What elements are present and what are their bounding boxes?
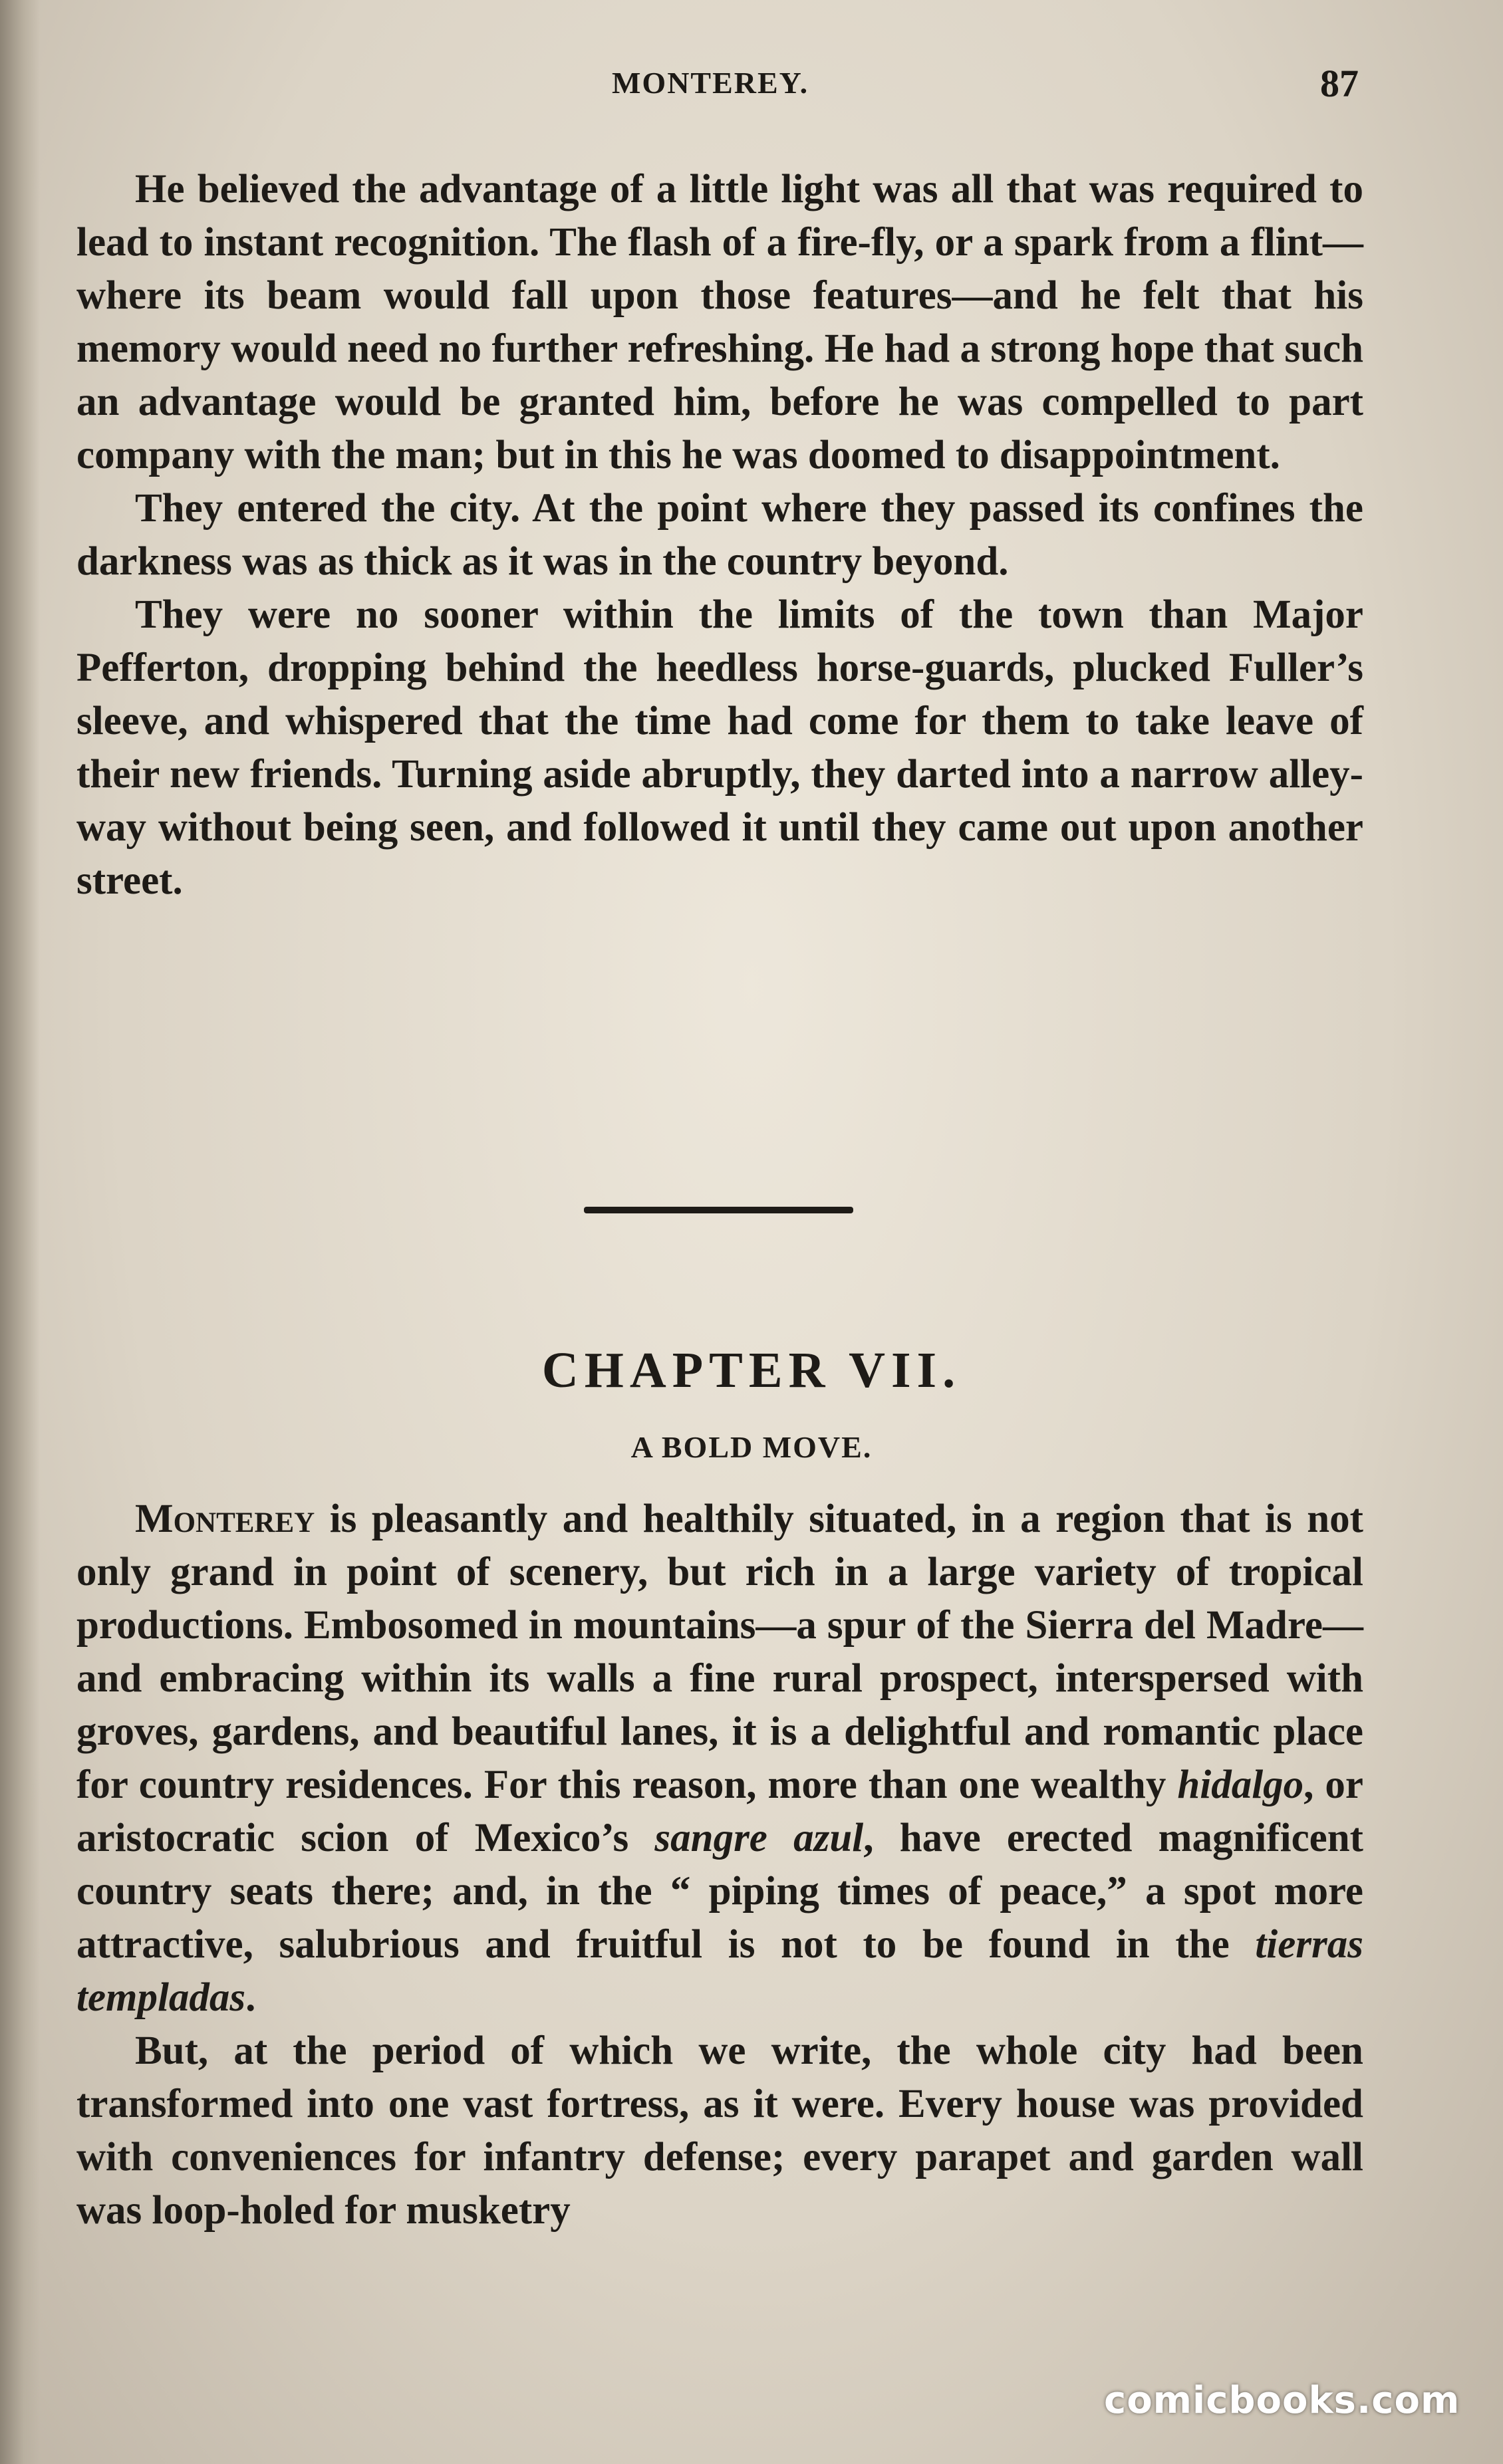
text-block-before-chapter (76, 163, 1363, 908)
text-run: , have erected magnificent country seats there; and, in the “ piping times of peace,” a spot more attractive, salubrious and fruitful is not to be found in the (76, 1816, 1363, 1967)
paragraph: They were no sooner within the limits of the town than Major Pefferton, dropping behind the heedless horse-guards, plucked Fuller’s sleeve, and whispered that the time had come for them to take leave of their new friends. Turning aside abruptly, they darted into a narrow alley-way without being seen, and followed it until they came out upon another street. (76, 592, 1363, 903)
text-run: is pleasantly and healthily situated, in a region that is not only grand in point of scenery, but rich in a large variety of tropical productions. Embosomed in mountains—a spur of the Sierra del Madre—and embracing within its walls a fine rural prospect, interspersed with groves, gardens, and beautiful lanes, it is a delightful and romantic place for country residences. For this reason, more than one wealthy (76, 1497, 1363, 1807)
paragraph (76, 1493, 1363, 2025)
italic-term: sangre azul (654, 1816, 864, 1860)
text-run: . (245, 1975, 256, 2020)
paragraph: But, at the period of which we write, the whole city had been transformed into one vast fortress, as it were. Every house was provided with conveniences for infantry defense; every parapet and garden wall was loop-holed for musketry (76, 2029, 1363, 2233)
lead-word: Monterey (135, 1497, 315, 1541)
page-number: 87 (1320, 62, 1359, 105)
paragraph: They entered the city. At the point where they passed its confines the darkness was as thick as it was in the country beyond. (76, 486, 1363, 584)
text-run: , or aristocratic scion of Mexico’s (76, 1763, 1363, 1860)
page-header (0, 62, 1503, 112)
chapter-subtitle: A BOLD MOVE. (630, 1430, 873, 1464)
chapter-title: CHAPTER VII. (541, 1342, 962, 1398)
text-block-chapter (76, 1493, 1363, 2237)
watermark: comicbooks.com (1104, 2379, 1460, 2422)
running-head: MONTEREY. (612, 66, 809, 100)
paragraph: He believed the advantage of a little light was all that was required to lead to instant recognition. The flash of a fire-fly, or a spark from a flint—where its beam would fall upon those features—and he felt that his memory would need no further refreshing. He had a strong hope that such an advantage would be granted him, before he was compelled to part company with the man; but in this he was doomed to disappointment. (76, 167, 1363, 477)
page-spine-shadow (0, 0, 40, 2464)
section-divider-rule (584, 1207, 853, 1213)
italic-term: tierras templadas (76, 1922, 1363, 2020)
italic-term: hidalgo (1177, 1763, 1304, 1807)
